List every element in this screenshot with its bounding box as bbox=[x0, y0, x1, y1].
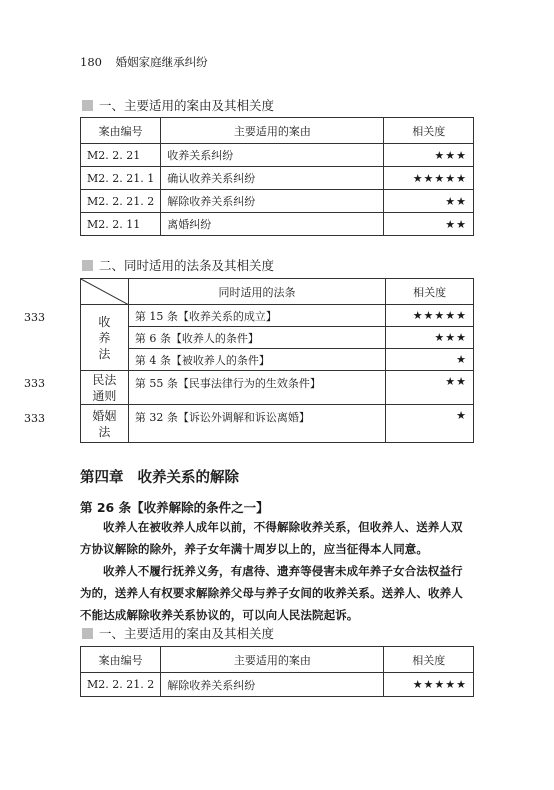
square-bullet-icon bbox=[82, 100, 93, 111]
diagonal-header-cell bbox=[81, 279, 129, 305]
margin-number: 333 bbox=[24, 377, 45, 390]
page-header bbox=[80, 54, 208, 70]
chapter-name: 收养关系的解除 bbox=[137, 470, 239, 486]
table-row bbox=[81, 405, 474, 443]
section-heading-text: 一、主要适用的案由及其相关度 bbox=[99, 626, 275, 641]
table-row bbox=[81, 673, 474, 697]
cause-name: 离婚纠纷 bbox=[161, 213, 384, 236]
causes-table bbox=[80, 117, 474, 236]
body-paragraph: 收养人不履行抚养义务，有虐待、遗弃等侵害未成年养子女合法权益行为的，送养人有权要求解除养父母与养子女间的收养关系。送养人、收养人不能达成解除收养关系协议的，可以向人民法院起诉。 bbox=[80, 564, 463, 622]
law-name-marriage: 婚姻法 bbox=[81, 405, 129, 443]
section-heading-text: 一、主要适用的案由及其相关度 bbox=[99, 98, 275, 113]
rating-stars: ★★ bbox=[384, 213, 474, 236]
rating-stars: ★★★ bbox=[384, 144, 474, 167]
table-row bbox=[81, 144, 474, 167]
column-header: 主要适用的案由 bbox=[161, 118, 384, 144]
page-number: 180 bbox=[80, 55, 102, 69]
rating-stars: ★★★★★ bbox=[384, 673, 474, 697]
table-header-row bbox=[81, 118, 474, 144]
section-heading-text: 二、同时适用的法条及其相关度 bbox=[99, 258, 275, 273]
cause-code: M2. 2. 11 bbox=[81, 213, 161, 236]
table-row bbox=[81, 213, 474, 236]
column-header: 案由编号 bbox=[81, 647, 161, 673]
table-row bbox=[81, 305, 474, 327]
cause-name: 收养关系纠纷 bbox=[161, 144, 384, 167]
article-name: 第 15 条【收养关系的成立】 bbox=[128, 305, 385, 327]
table-row bbox=[81, 327, 474, 349]
section-heading-articles bbox=[82, 256, 274, 274]
rating-stars: ★★ bbox=[384, 190, 474, 213]
rating-stars: ★★★ bbox=[386, 327, 474, 349]
margin-number: 333 bbox=[24, 311, 45, 324]
column-header: 同时适用的法条 bbox=[128, 279, 385, 305]
cause-code: M2. 2. 21. 1 bbox=[81, 167, 161, 190]
chapter-number: 第四章 bbox=[80, 470, 124, 486]
rating-stars: ★★ bbox=[386, 371, 474, 405]
chapter-title bbox=[80, 466, 239, 487]
article-name: 第 4 条【被收养人的条件】 bbox=[128, 349, 385, 371]
table-row bbox=[81, 190, 474, 213]
square-bullet-icon bbox=[82, 628, 93, 639]
article-name: 第 6 条【收养人的条件】 bbox=[128, 327, 385, 349]
table-row bbox=[81, 167, 474, 190]
book-title: 婚姻家庭继承纠纷 bbox=[115, 55, 208, 69]
article-name: 第 55 条【民事法律行为的生效条件】 bbox=[128, 371, 385, 405]
square-bullet-icon bbox=[82, 260, 93, 271]
column-header: 主要适用的案由 bbox=[161, 647, 384, 673]
cause-name: 解除收养关系纠纷 bbox=[161, 673, 384, 697]
section-heading-causes bbox=[82, 96, 274, 114]
rating-stars: ★★★★★ bbox=[386, 305, 474, 327]
table-header-row bbox=[81, 279, 474, 305]
article-title: 第 26 条【收养解除的条件之一】 bbox=[80, 500, 269, 515]
table-header-row bbox=[81, 647, 474, 673]
table-row bbox=[81, 371, 474, 405]
column-header: 相关度 bbox=[384, 647, 474, 673]
cause-code: M2. 2. 21. 2 bbox=[81, 673, 161, 697]
cause-name: 解除收养关系纠纷 bbox=[161, 190, 384, 213]
column-header: 相关度 bbox=[384, 118, 474, 144]
body-paragraph: 收养人在被收养人成年以前，不得解除收养关系，但收养人、送养人双方协议解除的除外，养子女年满十周岁以上的，应当征得本人同意。 bbox=[80, 520, 463, 556]
margin-number: 333 bbox=[24, 412, 45, 425]
diagonal-line bbox=[81, 279, 128, 305]
cause-code: M2. 2. 21. 2 bbox=[81, 190, 161, 213]
article-name: 第 32 条【诉讼外调解和诉讼离婚】 bbox=[128, 405, 385, 443]
table-row bbox=[81, 349, 474, 371]
column-header: 相关度 bbox=[386, 279, 474, 305]
cause-code: M2. 2. 21 bbox=[81, 144, 161, 167]
law-name-civil: 民法通则 bbox=[81, 371, 129, 405]
articles-table bbox=[80, 278, 474, 443]
rating-stars: ★ bbox=[386, 405, 474, 443]
rating-stars: ★ bbox=[386, 349, 474, 371]
law-name-adoption: 收养法 bbox=[81, 305, 129, 371]
causes-table-2 bbox=[80, 646, 474, 697]
rating-stars: ★★★★★ bbox=[384, 167, 474, 190]
cause-name: 确认收养关系纠纷 bbox=[161, 167, 384, 190]
column-header: 案由编号 bbox=[81, 118, 161, 144]
section-heading-causes-2 bbox=[82, 624, 274, 642]
